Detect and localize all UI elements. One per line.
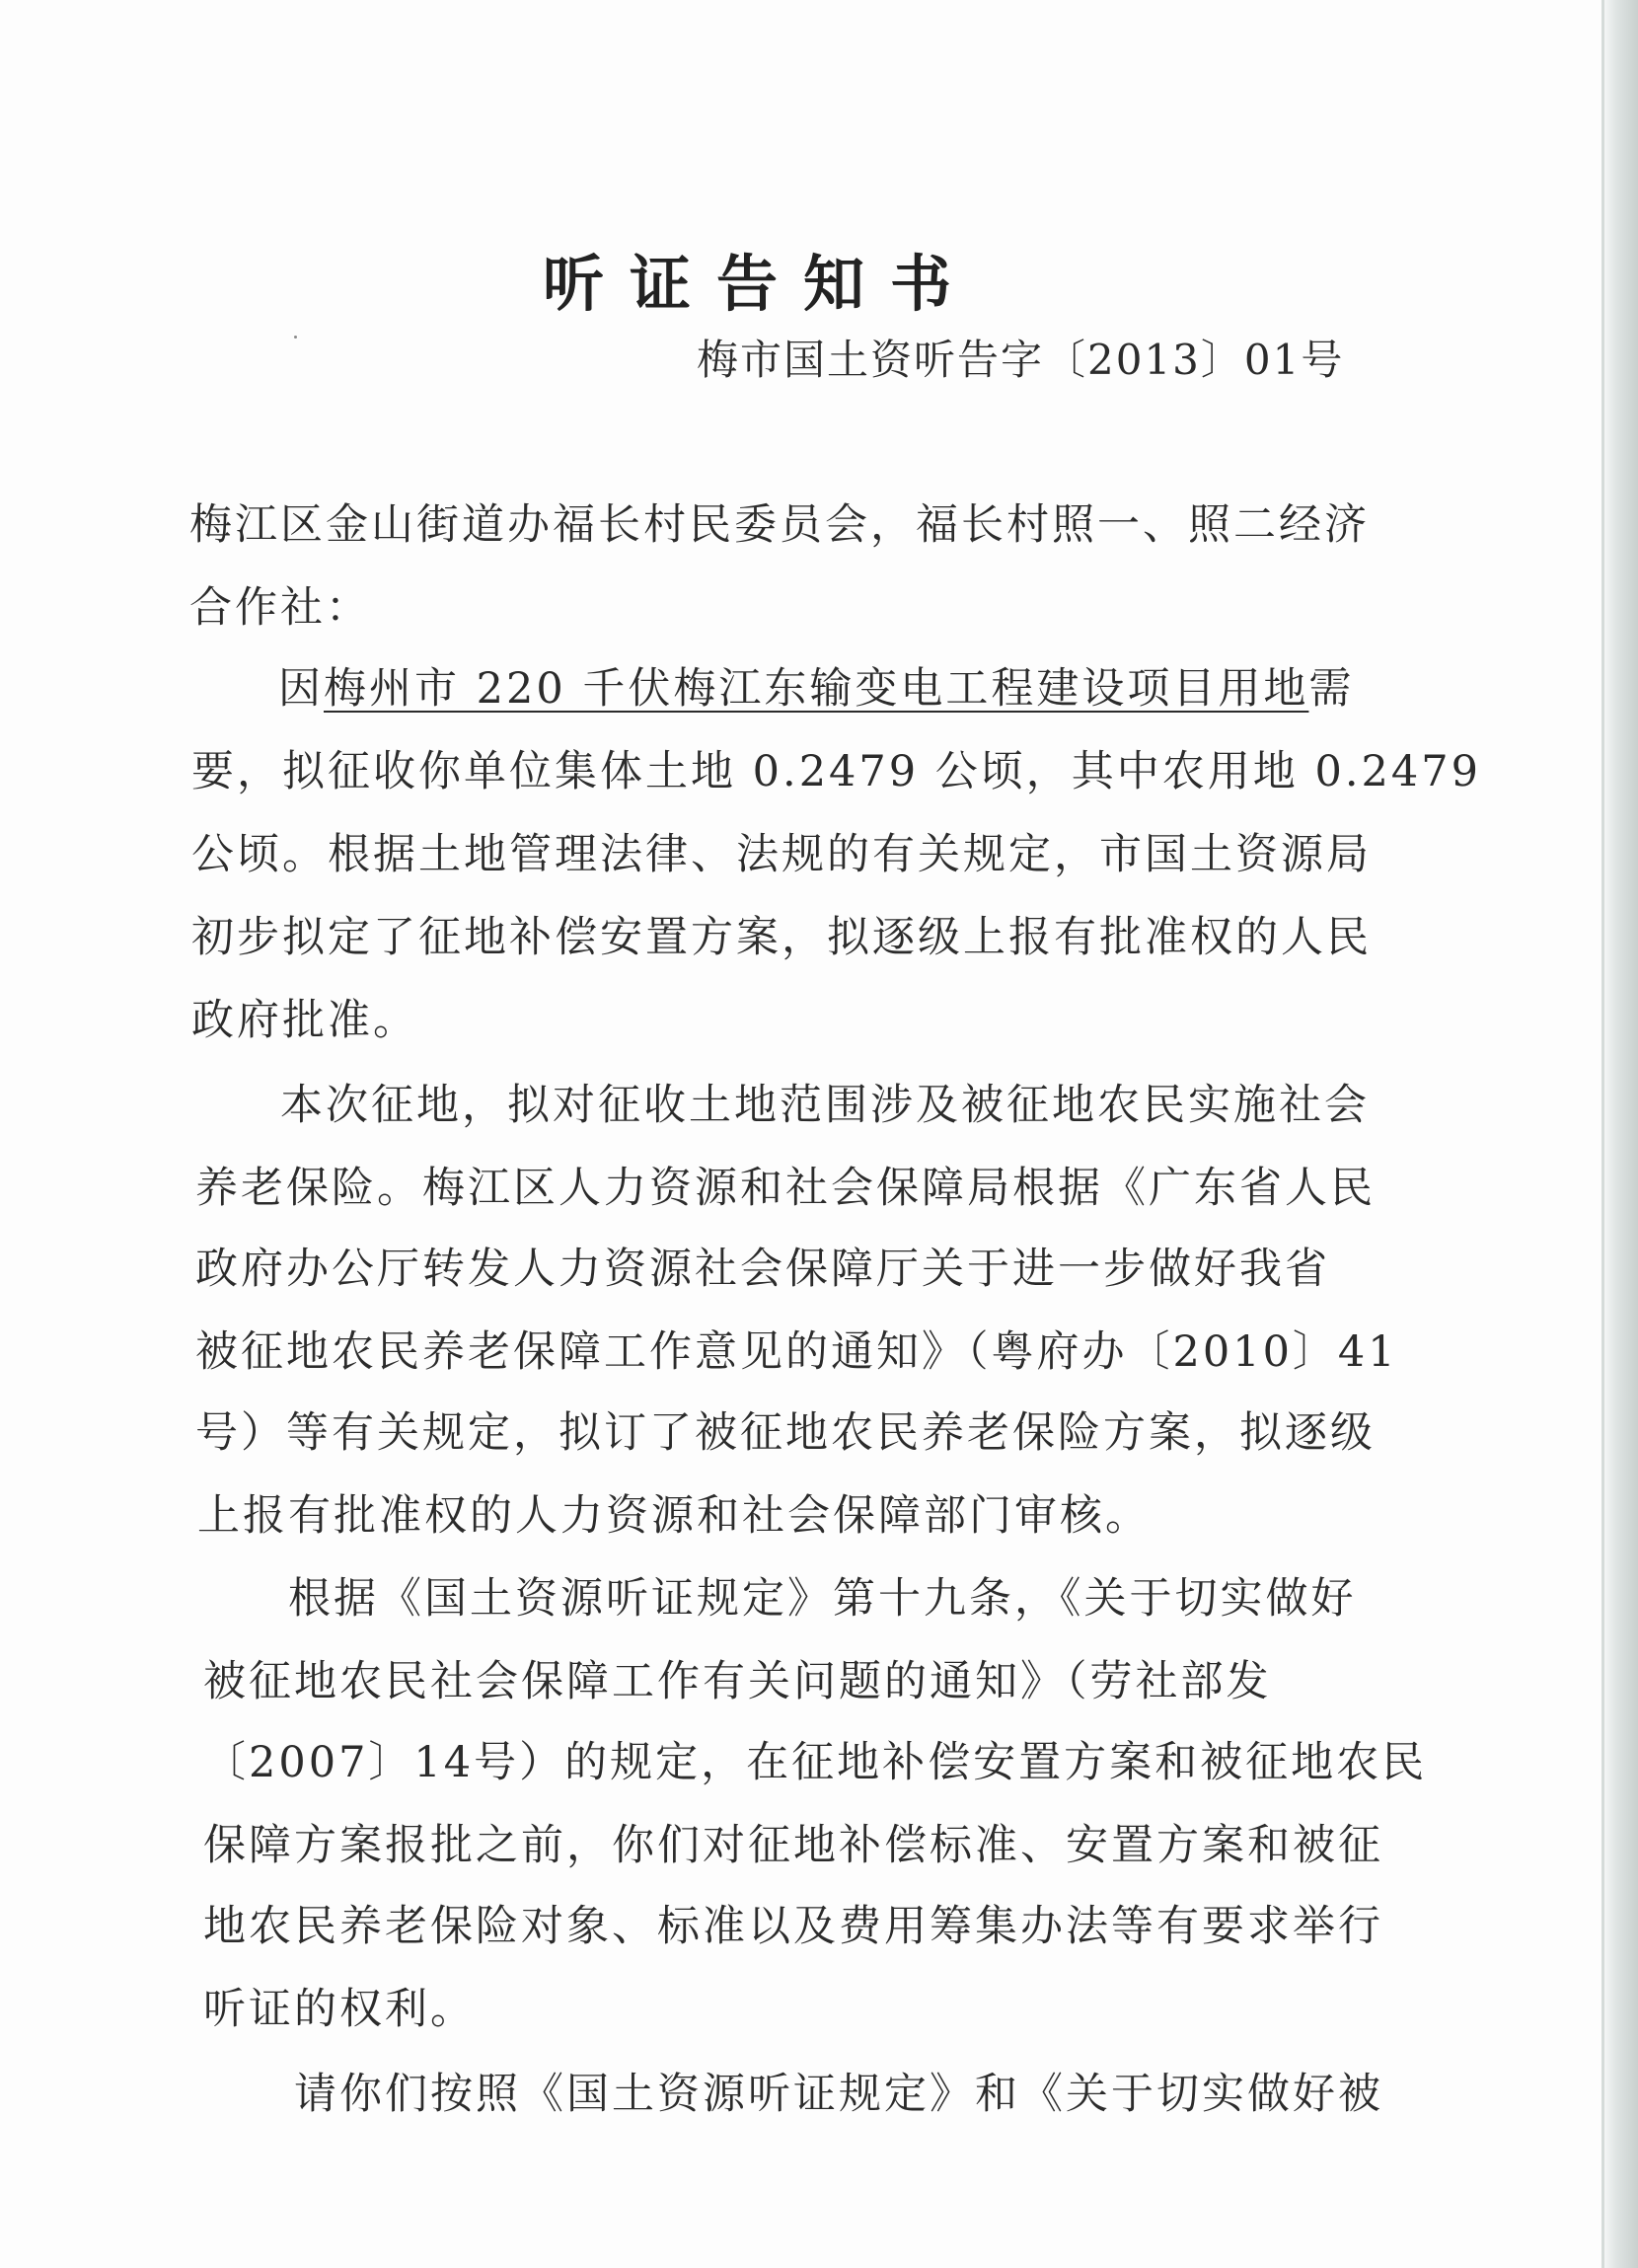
paragraph-1-line-1 bbox=[278, 655, 1354, 716]
paragraph-2-line-2: 养老保险。梅江区人力资源和社会保障局根据《广东省人民 bbox=[195, 1164, 1376, 1213]
p1-suffix: 需 bbox=[1308, 664, 1355, 714]
paragraph-4-line-1: 请你们按照《国土资源听证规定》和《关于切实做好被 bbox=[294, 2070, 1383, 2119]
document-title: 听证告知书 bbox=[542, 248, 977, 320]
paragraph-1-line-2: 要，拟征收你单位集体土地 0.2479 公顷，其中农用地 0.2479 bbox=[191, 747, 1481, 796]
paragraph-1-line-5: 政府批准。 bbox=[191, 996, 418, 1045]
paragraph-2-line-6: 上报有批准权的人力资源和社会保障部门审核。 bbox=[197, 1491, 1151, 1541]
addressee-line-1: 梅江区金山街道办福长村民委员会，福长村照一、照二经济 bbox=[189, 500, 1370, 550]
paragraph-2-line-5: 号）等有关规定，拟订了被征地农民养老保险方案，拟逐级 bbox=[195, 1408, 1376, 1458]
project-name: 梅州市 220 千伏梅江东输变电工程建设项目用地 bbox=[324, 664, 1309, 714]
paragraph-2-line-4: 被征地农民养老保障工作意见的通知》（粤府办〔2010〕41 bbox=[195, 1327, 1398, 1377]
p1-prefix: 因 bbox=[278, 664, 324, 714]
paragraph-3-line-6: 听证的权利。 bbox=[203, 1985, 476, 2034]
paragraph-3-line-1: 根据《国土资源听证规定》第十九条，《关于切实做好 bbox=[288, 1574, 1357, 1624]
paragraph-3-line-3: 〔2007〕14号）的规定，在征地补偿安置方案和被征地农民 bbox=[203, 1738, 1428, 1787]
document-number: 梅市国土资听告字〔2013〕01号 bbox=[697, 336, 1345, 384]
addressee-line-2: 合作社： bbox=[189, 583, 371, 633]
scan-speck bbox=[294, 336, 297, 339]
paragraph-3-line-2: 被征地农民社会保障工作有关问题的通知》（劳社部发 bbox=[203, 1657, 1272, 1706]
paragraph-3-line-4: 保障方案报批之前，你们对征地补偿标准、安置方案和被征 bbox=[203, 1821, 1383, 1870]
paragraph-3-line-5: 地农民养老保险对象、标准以及费用筹集办法等有要求举行 bbox=[203, 1902, 1383, 1951]
paragraph-2-line-3: 政府办公厅转发人力资源社会保障厅关于进一步做好我省 bbox=[195, 1245, 1330, 1294]
paragraph-2-line-1: 本次征地，拟对征收土地范围涉及被征地农民实施社会 bbox=[280, 1081, 1370, 1130]
paragraph-1-line-3: 公顷。根据土地管理法律、法规的有关规定，市国土资源局 bbox=[191, 830, 1372, 879]
scan-edge bbox=[1604, 0, 1638, 2268]
paragraph-1-line-4: 初步拟定了征地补偿安置方案，拟逐级上报有批准权的人民 bbox=[191, 913, 1372, 962]
